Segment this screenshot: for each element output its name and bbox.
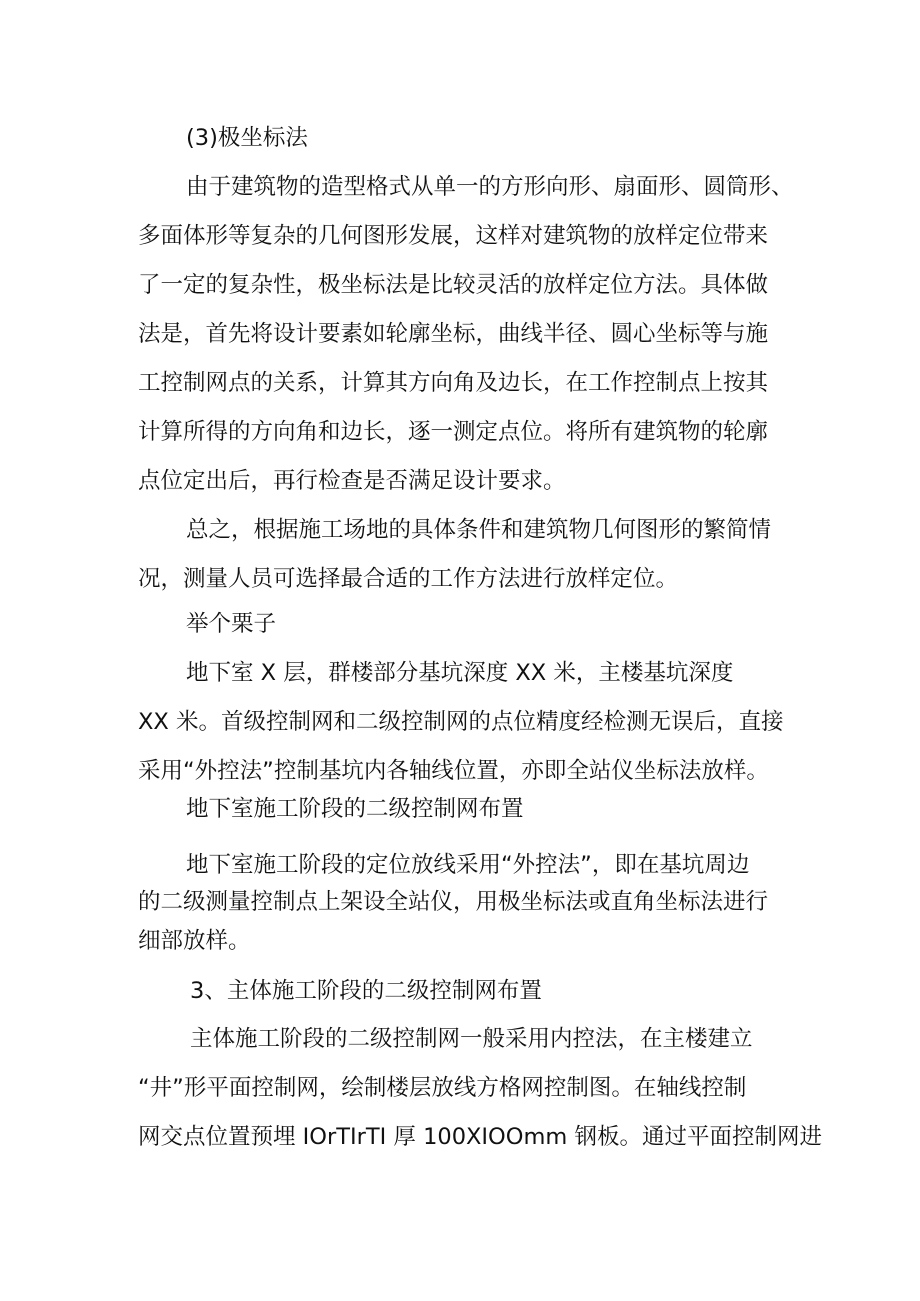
- paragraph-line: 主体施工阶段的二级控制网一般采用内控法，在主楼建立: [190, 1026, 753, 1052]
- paragraph-line: 由于建筑物的造型格式从单一的方形向形、扇面形、圆筒形、: [186, 174, 794, 200]
- paragraph-line: 采用“外控法”控制基坑内各轴线位置，亦即全站仪坐标法放样。: [138, 758, 769, 784]
- paragraph-line: 计算所得的方向角和边长，逐一测定点位。将所有建筑物的轮廓: [138, 419, 769, 445]
- paragraph-line: 地下室施工阶段的定位放线采用“外控法”，即在基坑周边: [186, 852, 750, 878]
- paragraph-line: “井”形平面控制网，绘制楼层放线方格网控制图。在轴线控制: [138, 1075, 747, 1101]
- paragraph-line: 细部放样。: [138, 928, 251, 954]
- paragraph-line: 的二级测量控制点上架设全站仪，用极坐标法或直角坐标法进行: [138, 889, 769, 915]
- paragraph-line: 多面体形等复杂的几何图形发展，这样对建筑物的放样定位带来: [138, 223, 769, 249]
- paragraph-line: 点位定出后，再行检查是否满足设计要求。: [138, 468, 566, 494]
- basement-heading: 地下室施工阶段的二级控制网布置: [186, 796, 524, 822]
- paragraph-line: 地下室 X 层，群楼部分基坑深度 XX 米，主楼基坑深度: [186, 660, 734, 686]
- paragraph-line: 法是，首先将设计要素如轮廓坐标，曲线半径、圆心坐标等与施: [138, 321, 769, 347]
- section-heading-polar: (3)极坐标法: [186, 125, 308, 151]
- paragraph-line: 网交点位置预埋 IOrTIrTI 厚 100XIOOmm 钢板。通过平面控制网进: [138, 1124, 822, 1150]
- paragraph-line: 况，测量人员可选择最合适的工作方法进行放样定位。: [138, 566, 679, 592]
- main-structure-heading: 3、主体施工阶段的二级控制网布置: [190, 978, 542, 1004]
- paragraph-line: 工控制网点的关系，计算其方向角及边长，在工作控制点上按其: [138, 370, 769, 396]
- paragraph-line: XX 米。首级控制网和二级控制网的点位精度经检测无误后，直接: [138, 709, 784, 735]
- example-heading: 举个栗子: [186, 611, 277, 637]
- paragraph-line: 总之，根据施工场地的具体条件和建筑物几何图形的繁简情: [186, 517, 772, 543]
- paragraph-line: 了一定的复杂性，极坐标法是比较灵活的放样定位方法。具体做: [138, 272, 769, 298]
